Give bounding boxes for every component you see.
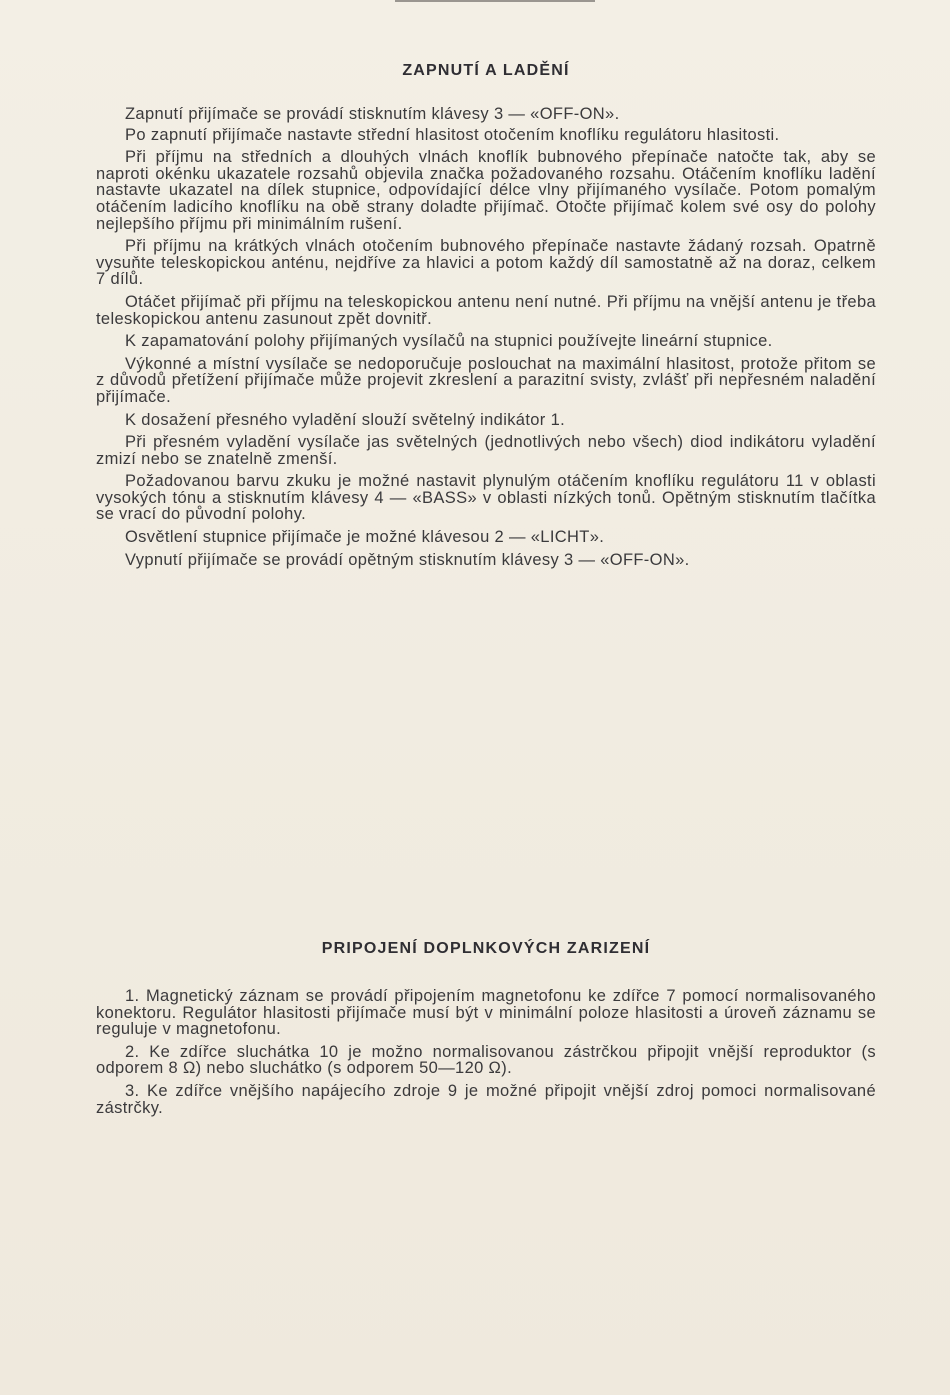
- paragraph: 2. Ke zdířce sluchátka 10 je možno normalisovanou zástrčkou připojit vnější reproduktor (s odporem 8 Ω) nebo sluchátko (s odporem 50—120 Ω).: [96, 1042, 876, 1078]
- paragraph: 1. Magnetický záznam se provádí připojením magnetofonu ke zdířce 7 pomocí normalisovaného konektoru. Regulátor hlasitosti přijímače musí být v minimální poloze hlasitosti a úroveň záznamu se reguluje v magnetofonu.: [96, 987, 876, 1039]
- paragraph: Vypnutí přijímače se provádí opětným stisknutím klávesy 3 — «OFF-ON».: [125, 550, 690, 569]
- section-accessories: [96, 940, 876, 1120]
- paragraph: K zapamatování polohy přijímaných vysílačů na stupnici používejte lineární stupnice.: [125, 332, 773, 351]
- section-heading: PRIPOJENÍ DOPLNKOVÝCH ZARIZENÍ: [321, 940, 651, 957]
- paragraph: Požadovanou barvu zkuku je možné nastavit plynulým otáčením knoflíku regulátoru 11 v oblasti vysokých tónu a stisknutím klávesy 4 — «BASS» v oblasti nízkých tonů. Opětným stisknutím tlačítka se vrací do původní polohy.: [96, 472, 876, 524]
- paragraph: Zapnutí přijímače se provádí stisknutím klávesy 3 — «OFF-ON».: [125, 105, 620, 123]
- paragraph: Při příjmu na krátkých vlnách otočením bubnového přepínače nastavte žádaný rozsah. Opatrně vysuňte teleskopickou anténu, nejdříve za hlavici a potom každý díl samostatně až na doraz, celkem 7 dílů.: [96, 237, 876, 289]
- paragraph: Výkonné a místní vysílače se nedoporučuje poslouchat na maximální hlasitost, protože přitom se z důvodů přetížení přijímače může projevit zkreslení a parazitní svisty, zvlášť při nepřesném naladění přijímače.: [96, 354, 876, 406]
- paragraph: 3. Ke zdířce vnějšího napájecího zdroje 9 je možné připojit vnější zdroj pomoci normalisované zástrčky.: [96, 1081, 876, 1117]
- paragraph: Po zapnutí přijímače nastavte střední hlasitost otočením knoflíku regulátoru hlasitosti.: [125, 125, 780, 144]
- paragraph: Otáčet přijímač při příjmu na teleskopickou antenu není nutné. Při příjmu na vnější antenu je třeba teleskopickou antenu zasunout zpět dovnitř.: [96, 292, 876, 328]
- paragraph: Osvětlení stupnice přijímače je možné klávesou 2 — «LICHT».: [125, 528, 605, 547]
- paragraph: Při příjmu na středních a dlouhých vlnách knoflík bubnového přepínače natočte tak, aby se naproti okénku ukazatele rozsahů objevila značka požadovaného rozsahu. Otáčením knoflíku ladění nastavte ukazatel na dílek stupnice, odpovídající délce vlny přijímaného vysílače. Potom pomalým otáčením ladicího knoflíku na obě strany doladte přijímač. Otočte přijímač kolem své osy do polohy nejlepšího příjmu při minimálním rušení.: [96, 148, 876, 233]
- page-edge-mark: [395, 0, 595, 2]
- paragraph: Při přesném vyladění vysílače jas světelných (jednotlivých nebo všech) diod indikátoru vyladění zmizí nebo se znatelně zmenší.: [96, 433, 876, 468]
- paragraph: K dosažení přesného vyladění slouží světelný indikátor 1.: [125, 410, 566, 429]
- section-power-tuning: [96, 62, 876, 572]
- section-heading: ZAPNUTÍ A LADĚNÍ: [402, 62, 570, 79]
